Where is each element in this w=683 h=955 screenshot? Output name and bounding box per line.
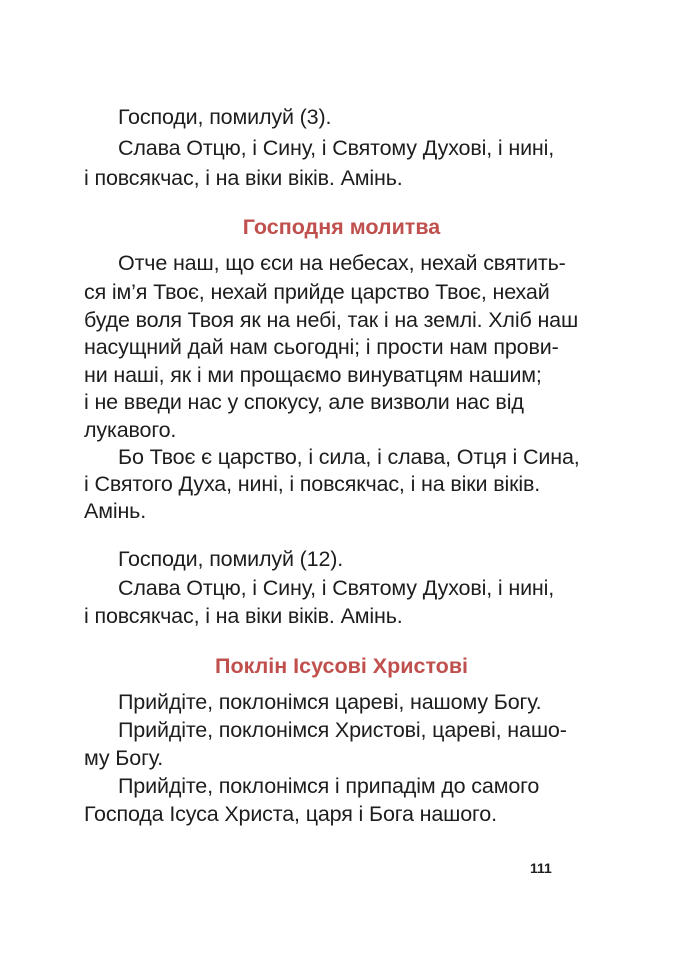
text-line: му Богу. (84, 746, 164, 770)
text-line: і Святого Духа, нині, і повсякчас, і на віки віків. (84, 472, 541, 496)
text-line: Прийдіте, поклонімся цареві, нашому Богу. (118, 690, 542, 714)
section-heading-lords-prayer: Господня молитва (242, 215, 441, 239)
text-line: і не введи нас у спокусу, але визволи нас від (84, 390, 524, 414)
text-line: Господи, помилуй (3). (118, 105, 332, 129)
text-line: ни наші, як і ми прощаємо винуватцям нашим; (84, 363, 542, 387)
text-line: Прийдіте, поклонімся Христові, цареві, нашо- (118, 718, 567, 742)
text-line: Отче наш, що єси на небесах, нехай святить- (118, 251, 566, 275)
text-line: і повсякчас, і на віки віків. Амінь. (84, 166, 403, 190)
text-line: і повсякчас, і на віки віків. Амінь. (84, 604, 403, 628)
text-line: Господи, помилуй (12). (118, 547, 344, 571)
text-line: Слава Отцю, і Сину, і Святому Духові, і нині, (118, 136, 555, 160)
text-line: Прийдіте, поклонімся і припадім до самого (118, 774, 540, 798)
text-line: лукавого. (84, 418, 177, 442)
text-line: насущний дай нам сьогодні; і прости нам прови- (84, 335, 559, 359)
page-number: 111 (530, 860, 552, 876)
text-line: Господа Ісуса Христа, царя і Бога нашого. (84, 802, 497, 826)
text-line: буде воля Твоя як на небі, так і на землі. Хліб наш (84, 308, 579, 332)
section-heading-poklin: Поклін Ісусові Христові (214, 654, 469, 678)
text-line: ся ім’я Твоє, нехай прийде царство Твоє, нехай (84, 280, 550, 304)
text-line: Бо Твоє є царство, і сила, і слава, Отця і Сина, (118, 445, 580, 469)
text-line: Слава Отцю, і Сину, і Святому Духові, і нині, (118, 576, 555, 600)
text-line: Амінь. (84, 499, 147, 523)
